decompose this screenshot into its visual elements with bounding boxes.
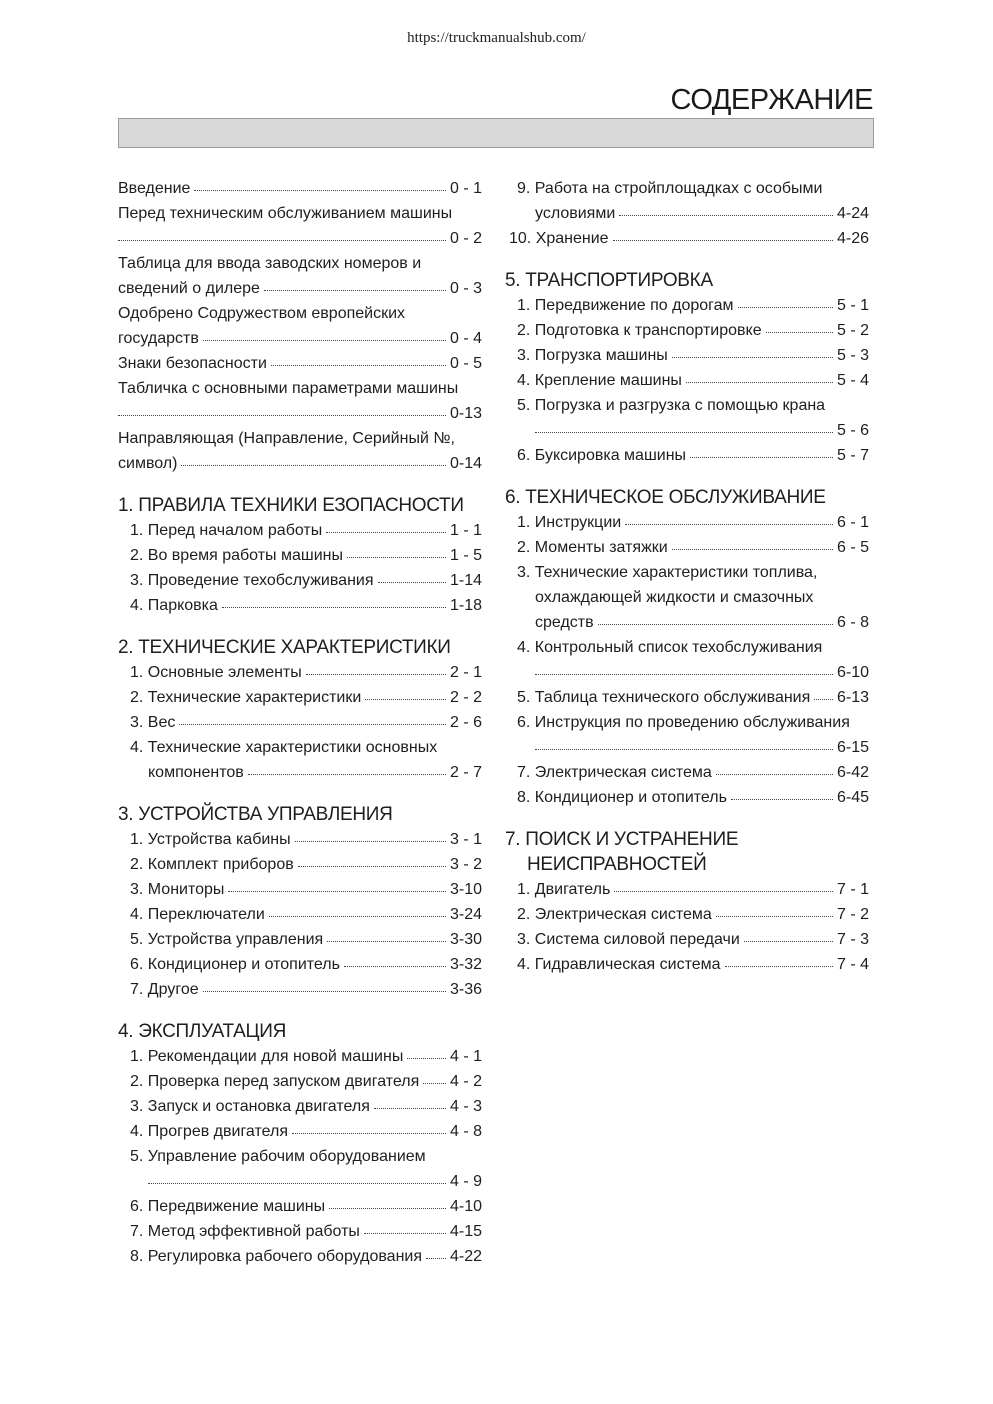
toc-entry-title: 3. Мониторы bbox=[130, 881, 225, 898]
toc-page-number: 4 - 1 bbox=[449, 1048, 482, 1065]
toc-entry[interactable] bbox=[118, 351, 482, 376]
dot-leader bbox=[228, 891, 446, 892]
toc-entry[interactable] bbox=[505, 510, 869, 535]
toc-page-number: 4-26 bbox=[836, 230, 869, 247]
toc-page-number: 4 - 8 bbox=[449, 1123, 482, 1140]
dot-leader bbox=[423, 1083, 446, 1084]
toc-entry[interactable] bbox=[505, 952, 869, 977]
dot-leader bbox=[407, 1058, 446, 1059]
toc-page-number: 4-24 bbox=[836, 205, 869, 222]
toc-entry-title: 2. Моменты затяжки bbox=[517, 539, 668, 556]
toc-page-number: 3-32 bbox=[449, 956, 482, 973]
toc-entry-title: 4. Крепление машины bbox=[517, 372, 682, 389]
dot-leader bbox=[248, 774, 446, 775]
toc-page-number: 2 - 2 bbox=[449, 689, 482, 706]
toc-page-number: 3-30 bbox=[449, 931, 482, 948]
toc-page-number: 6 - 1 bbox=[836, 514, 869, 531]
page-title: СОДЕРЖАНИЕ bbox=[670, 84, 873, 116]
toc-entry-title: 8. Кондиционер и отопитель bbox=[517, 789, 727, 806]
dot-leader bbox=[716, 916, 833, 917]
toc-entry-title: государств bbox=[118, 330, 199, 347]
toc-page-number: 6-42 bbox=[836, 764, 869, 781]
toc-entry[interactable] bbox=[505, 368, 869, 393]
toc-page-number: 4 - 3 bbox=[449, 1098, 482, 1115]
dot-leader bbox=[716, 774, 833, 775]
toc-entry[interactable] bbox=[118, 952, 482, 977]
toc-entry[interactable] bbox=[505, 176, 869, 201]
toc-entry-title: 6. Кондиционер и отопитель bbox=[130, 956, 340, 973]
toc-entry-title: 4. Технические характеристики основных bbox=[130, 739, 438, 756]
toc-entry[interactable] bbox=[505, 226, 869, 251]
toc-page-number: 0 - 5 bbox=[449, 355, 482, 372]
toc-entry-title: 7. Метод эффективной работы bbox=[130, 1223, 360, 1240]
section-spacer bbox=[118, 785, 482, 802]
toc-entry-title: 2. Во время работы машины bbox=[130, 547, 343, 564]
toc-entry[interactable] bbox=[118, 902, 482, 927]
toc-entry[interactable] bbox=[505, 927, 869, 952]
dot-leader bbox=[535, 749, 833, 750]
toc-entry[interactable] bbox=[118, 426, 482, 451]
dot-leader bbox=[613, 240, 833, 241]
toc-entry[interactable] bbox=[505, 535, 869, 560]
section-spacer bbox=[505, 810, 869, 827]
toc-entry[interactable] bbox=[118, 1069, 482, 1094]
toc-page-number: 5 - 6 bbox=[836, 422, 869, 439]
dot-leader bbox=[535, 674, 833, 675]
toc-page-number: 0-13 bbox=[449, 405, 482, 422]
toc-entry-title: 3. Запуск и остановка двигателя bbox=[130, 1098, 370, 1115]
toc-page-number: 3-36 bbox=[449, 981, 482, 998]
dot-leader bbox=[690, 457, 833, 458]
toc-entry[interactable] bbox=[118, 376, 482, 401]
toc-entry-title: 2. Подготовка к транспортировке bbox=[517, 322, 762, 339]
toc-page-number: 0 - 4 bbox=[449, 330, 482, 347]
header-bar bbox=[118, 118, 874, 148]
dot-leader bbox=[327, 941, 446, 942]
toc-entry[interactable] bbox=[505, 660, 869, 685]
toc-entry[interactable] bbox=[118, 518, 482, 543]
toc-entry[interactable] bbox=[118, 276, 482, 301]
toc-page-number: 7 - 3 bbox=[836, 931, 869, 948]
toc-page-number: 3 - 2 bbox=[449, 856, 482, 873]
toc-entry-title: Направляющая (Направление, Серийный №, bbox=[118, 430, 455, 447]
toc-page-number: 2 - 6 bbox=[449, 714, 482, 731]
toc-entry[interactable] bbox=[118, 852, 482, 877]
toc-entry-title: 1. Перед началом работы bbox=[130, 522, 323, 539]
toc-entry-title: сведений о дилере bbox=[118, 280, 260, 297]
toc-entry[interactable] bbox=[118, 301, 482, 326]
toc-entry[interactable] bbox=[505, 393, 869, 418]
toc-page-number: 5 - 7 bbox=[836, 447, 869, 464]
toc-entry[interactable] bbox=[118, 760, 482, 785]
dot-leader bbox=[203, 991, 446, 992]
toc-page-number: 4-22 bbox=[449, 1248, 482, 1265]
toc-entry[interactable] bbox=[118, 977, 482, 1002]
toc-page-number: 6-10 bbox=[836, 664, 869, 681]
dot-leader bbox=[686, 382, 833, 383]
toc-entry[interactable] bbox=[505, 293, 869, 318]
section-heading[interactable]: 5. ТРАНСПОРТИРОВКА bbox=[505, 270, 713, 291]
toc-entry[interactable] bbox=[118, 568, 482, 593]
dot-leader bbox=[329, 1208, 446, 1209]
toc-entry-title: Знаки безопасности bbox=[118, 355, 267, 372]
toc-entry[interactable] bbox=[118, 877, 482, 902]
toc-entry[interactable] bbox=[505, 343, 869, 368]
dot-leader bbox=[725, 966, 833, 967]
dot-leader bbox=[672, 549, 833, 550]
toc-entry[interactable] bbox=[505, 418, 869, 443]
toc-entry-title: Введение bbox=[118, 180, 191, 197]
toc-page-number: 2 - 1 bbox=[449, 664, 482, 681]
dot-leader bbox=[179, 724, 446, 725]
toc-left-column bbox=[118, 176, 482, 1269]
toc-entry-title: условиями bbox=[535, 205, 616, 222]
dot-leader bbox=[181, 465, 446, 466]
toc-page-number: 7 - 1 bbox=[836, 881, 869, 898]
dot-leader bbox=[744, 941, 833, 942]
toc-page-number: 4-15 bbox=[449, 1223, 482, 1240]
toc-entry[interactable] bbox=[118, 593, 482, 618]
toc-page-number: 6-13 bbox=[836, 689, 869, 706]
toc-entry-title: 9. Работа на стройплощадках с особыми bbox=[517, 180, 823, 197]
toc-entry[interactable] bbox=[505, 735, 869, 760]
toc-entry-title: Таблица для ввода заводских номеров и bbox=[118, 255, 422, 272]
toc-entry[interactable] bbox=[505, 443, 869, 468]
dot-leader bbox=[298, 866, 446, 867]
toc-entry-title: Одобрено Содружеством европейских bbox=[118, 305, 406, 322]
toc-entry-title: 2. Проверка перед запуском двигателя bbox=[130, 1073, 420, 1090]
toc-entry-title: 4. Парковка bbox=[130, 597, 218, 614]
toc-page-number: 2 - 7 bbox=[449, 764, 482, 781]
toc-entry-title: 8. Регулировка рабочего оборудования bbox=[130, 1248, 423, 1265]
toc-page-number: 7 - 4 bbox=[836, 956, 869, 973]
dot-leader bbox=[306, 674, 446, 675]
dot-leader bbox=[672, 357, 833, 358]
section-spacer bbox=[505, 468, 869, 485]
toc-entry-title: 6. Инструкция по проведению обслуживания bbox=[517, 714, 850, 731]
toc-entry[interactable] bbox=[118, 451, 482, 476]
dot-leader bbox=[118, 240, 446, 241]
dot-leader bbox=[203, 340, 446, 341]
dot-leader bbox=[326, 532, 446, 533]
toc-page-number: 7 - 2 bbox=[836, 906, 869, 923]
section-spacer bbox=[118, 618, 482, 635]
toc-entry-title: Перед техническим обслуживанием машины bbox=[118, 205, 453, 222]
toc-page-number: 0 - 1 bbox=[449, 180, 482, 197]
toc-entry[interactable] bbox=[118, 326, 482, 351]
toc-entry-title: 3. Вес bbox=[130, 714, 176, 731]
dot-leader bbox=[614, 891, 833, 892]
toc-entry-title: 7. Другое bbox=[130, 981, 199, 998]
section-spacer bbox=[505, 251, 869, 268]
toc-entry[interactable] bbox=[505, 610, 869, 635]
toc-entry[interactable] bbox=[505, 685, 869, 710]
toc-entry[interactable] bbox=[118, 1119, 482, 1144]
dot-leader bbox=[364, 1233, 446, 1234]
toc-entry[interactable] bbox=[118, 685, 482, 710]
toc-entry[interactable] bbox=[118, 1144, 482, 1169]
toc-page-number: 0 - 2 bbox=[449, 230, 482, 247]
toc-page-number: 1-18 bbox=[449, 597, 482, 614]
toc-entry-title: 3. Проведение техобслуживания bbox=[130, 572, 374, 589]
toc-entry[interactable] bbox=[505, 902, 869, 927]
dot-leader bbox=[292, 1133, 446, 1134]
section-heading[interactable]: 1. ПРАВИЛА ТЕХНИКИ ЕЗОПАСНОСТИ bbox=[118, 495, 464, 516]
dot-leader bbox=[118, 415, 446, 416]
dot-leader bbox=[426, 1258, 446, 1259]
section-heading[interactable]: 3. УСТРОЙСТВА УПРАВЛЕНИЯ bbox=[118, 804, 393, 825]
toc-page-number: 6 - 8 bbox=[836, 614, 869, 631]
dot-leader bbox=[264, 290, 446, 291]
dot-leader bbox=[148, 1183, 446, 1184]
dot-leader bbox=[731, 799, 833, 800]
section-heading[interactable]: 4. ЭКСПЛУАТАЦИЯ bbox=[118, 1021, 287, 1042]
toc-entry-title: 1. Основные элементы bbox=[130, 664, 302, 681]
toc-entry-title: Табличка с основными параметрами машины bbox=[118, 380, 459, 397]
toc-right-column bbox=[505, 176, 869, 977]
dot-leader bbox=[269, 916, 446, 917]
toc-entry[interactable] bbox=[118, 543, 482, 568]
toc-entry-title: охлаждающей жидкости и смазочных bbox=[535, 589, 814, 606]
toc-page-number: 3-10 bbox=[449, 881, 482, 898]
toc-entry-title: 4. Гидравлическая система bbox=[517, 956, 721, 973]
toc-entry[interactable] bbox=[118, 401, 482, 426]
section-spacer bbox=[118, 1002, 482, 1019]
toc-entry[interactable] bbox=[505, 785, 869, 810]
toc-page-number: 5 - 4 bbox=[836, 372, 869, 389]
dot-leader bbox=[535, 432, 833, 433]
toc-entry-title: 10. Хранение bbox=[509, 230, 609, 247]
toc-entry[interactable] bbox=[118, 1219, 482, 1244]
dot-leader bbox=[766, 332, 833, 333]
toc-entry-title: 5. Таблица технического обслуживания bbox=[517, 689, 811, 706]
toc-entry[interactable] bbox=[118, 1169, 482, 1194]
toc-entry-title: 4. Прогрев двигателя bbox=[130, 1123, 288, 1140]
toc-entry[interactable] bbox=[118, 1094, 482, 1119]
toc-entry[interactable] bbox=[118, 660, 482, 685]
toc-entry[interactable] bbox=[118, 1194, 482, 1219]
toc-entry-title: 2. Комплект приборов bbox=[130, 856, 294, 873]
dot-leader bbox=[738, 307, 833, 308]
toc-entry-title: 1. Двигатель bbox=[517, 881, 611, 898]
toc-entry-title: 2. Электрическая система bbox=[517, 906, 712, 923]
toc-entry-title: компонентов bbox=[148, 764, 244, 781]
section-heading-continued[interactable]: НЕИСПРАВНОСТЕЙ bbox=[527, 854, 707, 875]
toc-entry-title: 1. Инструкции bbox=[517, 514, 622, 531]
section-heading[interactable]: 7. ПОИСК И УСТРАНЕНИЕ bbox=[505, 829, 739, 850]
dot-leader bbox=[814, 699, 833, 700]
toc-entry[interactable] bbox=[118, 1244, 482, 1269]
toc-entry-title: 6. Буксировка машины bbox=[517, 447, 687, 464]
toc-entry-title: 7. Электрическая система bbox=[517, 764, 712, 781]
toc-page-number: 6 - 5 bbox=[836, 539, 869, 556]
toc-page-number: 5 - 3 bbox=[836, 347, 869, 364]
toc-page-number: 0-14 bbox=[449, 455, 482, 472]
toc-page-number: 5 - 1 bbox=[836, 297, 869, 314]
toc-entry[interactable] bbox=[505, 877, 869, 902]
toc-page-number: 5 - 2 bbox=[836, 322, 869, 339]
toc-page-number: 1-14 bbox=[449, 572, 482, 589]
dot-leader bbox=[374, 1108, 446, 1109]
toc-page-number: 1 - 5 bbox=[449, 547, 482, 564]
toc-entry-title: 4. Переключатели bbox=[130, 906, 265, 923]
toc-entry[interactable] bbox=[118, 735, 482, 760]
toc-entry[interactable] bbox=[118, 251, 482, 276]
toc-page-number: 1 - 1 bbox=[449, 522, 482, 539]
toc-entry[interactable] bbox=[118, 226, 482, 251]
toc-page-number: 6-45 bbox=[836, 789, 869, 806]
dot-leader bbox=[619, 215, 833, 216]
section-spacer bbox=[118, 476, 482, 493]
toc-entry-title: символ) bbox=[118, 455, 178, 472]
dot-leader bbox=[271, 365, 446, 366]
toc-page-number: 6-15 bbox=[836, 739, 869, 756]
dot-leader bbox=[378, 582, 446, 583]
toc-entry[interactable] bbox=[505, 560, 869, 585]
dot-leader bbox=[194, 190, 446, 191]
toc-page-number: 3 - 1 bbox=[449, 831, 482, 848]
dot-leader bbox=[598, 624, 833, 625]
toc-entry-title: 1. Рекомендации для новой машины bbox=[130, 1048, 404, 1065]
toc-entry[interactable] bbox=[118, 827, 482, 852]
dot-leader bbox=[347, 557, 446, 558]
toc-entry[interactable] bbox=[118, 1044, 482, 1069]
toc-entry-title: 1. Передвижение по дорогам bbox=[517, 297, 734, 314]
toc-entry-title: 3. Система силовой передачи bbox=[517, 931, 740, 948]
toc-page-number: 4-10 bbox=[449, 1198, 482, 1215]
toc-entry[interactable] bbox=[118, 710, 482, 735]
section-heading[interactable]: 6. ТЕХНИЧЕСКОЕ ОБСЛУЖИВАНИЕ bbox=[505, 487, 826, 508]
toc-entry-title: 4. Контрольный список техобслуживания bbox=[517, 639, 823, 656]
toc-entry-title: 3. Технические характеристики топлива, bbox=[517, 564, 818, 581]
source-url: https://truckmanualshub.com/ bbox=[407, 30, 586, 46]
toc-entry[interactable] bbox=[118, 201, 482, 226]
toc-page-number: 3-24 bbox=[449, 906, 482, 923]
toc-entry-title: 5. Устройства управления bbox=[130, 931, 324, 948]
toc-page-number: 4 - 2 bbox=[449, 1073, 482, 1090]
toc-entry[interactable] bbox=[505, 760, 869, 785]
toc-entry-title: 1. Устройства кабины bbox=[130, 831, 291, 848]
toc-entry[interactable] bbox=[118, 927, 482, 952]
toc-entry[interactable] bbox=[505, 318, 869, 343]
toc-page-number: 4 - 9 bbox=[449, 1173, 482, 1190]
toc-page-number: 0 - 3 bbox=[449, 280, 482, 297]
toc-entry-title: 5. Управление рабочим оборудованием bbox=[130, 1148, 426, 1165]
toc-entry[interactable] bbox=[505, 710, 869, 735]
section-heading[interactable]: 2. ТЕХНИЧЕСКИЕ ХАРАКТЕРИСТИКИ bbox=[118, 637, 451, 658]
dot-leader bbox=[344, 966, 446, 967]
dot-leader bbox=[365, 699, 446, 700]
toc-entry[interactable] bbox=[505, 585, 869, 610]
toc-entry[interactable] bbox=[505, 635, 869, 660]
toc-entry-title: 6. Передвижение машины bbox=[130, 1198, 326, 1215]
toc-entry-title: средств bbox=[535, 614, 594, 631]
dot-leader bbox=[222, 607, 446, 608]
dot-leader bbox=[295, 841, 446, 842]
toc-entry[interactable] bbox=[505, 201, 869, 226]
toc-entry-title: 2. Технические характеристики bbox=[130, 689, 362, 706]
dot-leader bbox=[625, 524, 833, 525]
toc-entry-title: 3. Погрузка машины bbox=[517, 347, 668, 364]
toc-entry[interactable] bbox=[118, 176, 482, 201]
toc-entry-title: 5. Погрузка и разгрузка с помощью крана bbox=[517, 397, 826, 414]
